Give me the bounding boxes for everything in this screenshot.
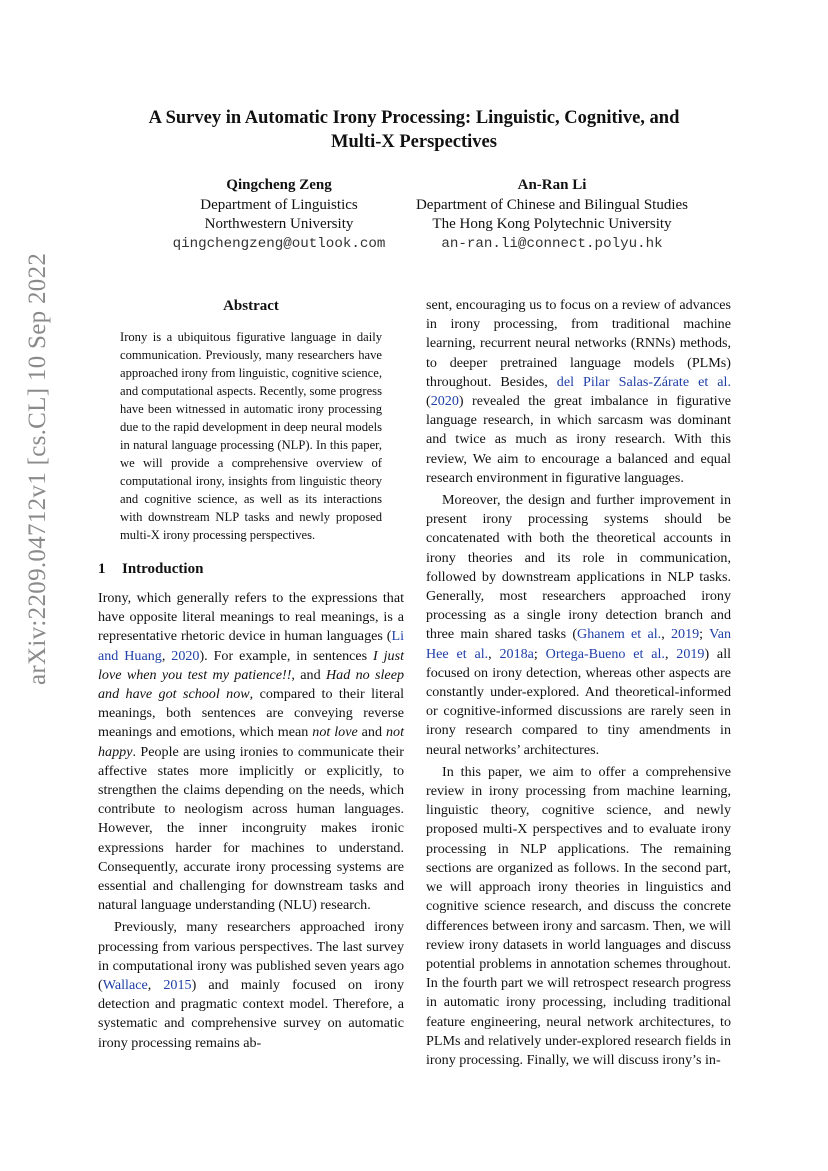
author-affiliation: Northwestern University — [204, 216, 354, 233]
citation-link[interactable]: 2019 — [670, 626, 700, 643]
intro-paragraph-2-continued: sent, encouraging us to focus on a review of advances in irony processing, from traditional machine learning, recurrent neural networks (RNNs) methods, to deeper pretrained language models (PLMs) throughout. Besides, del Pilar Salas-Zárate et al. (2020) revealed the great imbalance in figurative language research, in which sarcasm was dominant and twice as much as irony research. With this review, We aim to encourage a balanced and equal research environment in figurative languages. — [426, 297, 731, 486]
author-department: Department of Chinese and Bilingual Studies — [415, 196, 689, 213]
citation-link[interactable]: Ghanem et al. — [577, 626, 662, 643]
author-affiliation: The Hong Kong Polytechnic University — [432, 216, 672, 233]
abstract-heading: Abstract — [223, 298, 279, 314]
title-line-2: Multi-X Perspectives — [331, 132, 497, 152]
section-number: 1 — [98, 561, 106, 577]
citation-link[interactable]: 2015 — [163, 977, 192, 994]
title-line-1: A Survey in Automatic Irony Processing: Linguistic, Cognitive, and — [148, 108, 680, 128]
author-name: Qingcheng Zeng — [226, 177, 332, 193]
citation-link[interactable]: Wallace — [102, 977, 148, 994]
citation-link[interactable]: 2018a — [499, 645, 534, 662]
paper-title — [95, 106, 733, 154]
author-email[interactable]: qingchengzeng@outlook.com — [172, 236, 386, 253]
right-column — [426, 296, 731, 1070]
intro-paragraph-1: Irony, which generally refers to the expressions that have opposite literal meanings to real meanings, is a representative rhetoric device in human languages (Li and Huang, 2020). For example, in sentences I just love when you test my patience!!, and Had no sleep and have got school now, compared to their literal meanings, both sentences are conveying reverse meanings and emotions, which mean not love and not happy. People are using ironies to communicate their affective states more implicitly or explicitly, to strengthen the claims depending on the needs, which contribute to neologism across human languages. However, the inner incongruity makes ironic expressions harder for machines to understand. Consequently, accurate irony processing systems are essential and challenging for downstream tasks and natural language understanding (NLU) research. — [98, 590, 405, 914]
citation-link[interactable]: 2020 — [430, 393, 459, 410]
arxiv-identifier: arXiv:2209.04712v1 [cs.CL] 10 Sep 2022 — [24, 252, 51, 685]
citation-link[interactable]: 2019 — [676, 645, 705, 662]
author-name: An-Ran Li — [517, 177, 587, 193]
intro-paragraph-3: Moreover, the design and further improvement in present irony processing systems should be concatenated with both the theoretical accounts in irony theories and its role in communication, followed by downstream applications in NLP tasks. Generally, most researchers approached irony processing as a single irony detection branch and three main shared tasks (Ghanem et al., 2019; Van Hee et al., 2018a; Ortega-Bueno et al., 2019) all focused on irony detection, whereas other aspects are constantly under-explored. And theoretical-informed or cognitive-informed discussions are rarely seen in irony research compared to tiny amendments in neural networks’ architectures. — [426, 492, 732, 758]
author-email[interactable]: an-ran.li@connect.polyu.hk — [441, 236, 663, 253]
abstract-text: Irony is a ubiquitous figurative language in daily communication. Previously, many researchers have approached irony from linguistic, cognitive science, and computational aspects. Recently, some progress have been witnessed in automatic irony processing due to the rapid development in deep neural models in natural language processing (NLP). In this paper, we will provide a comprehensive overview of computational irony, insights from linguistic theory and cognitive science, as well as its interactions with downstream NLP tasks and newly proposed multi-X irony processing perspectives. — [120, 330, 382, 542]
intro-paragraph-4: In this paper, we aim to offer a comprehensive review in irony processing from machine learning, linguistic theory, cognitive science, and newly proposed multi-X perspectives and to evaluate irony processing in NLP applications. The remaining sections are organized as follows. In the second part, we will approach irony theories in linguistics and cognitive science research, and discuss the concrete differences between irony and sarcasm. Then, we will review irony datasets in world languages and discuss potential problems in annotation schemes throughout. In the fourth part we will retrospect research progress in automatic irony processing, including traditional feature engineering, neural network architectures, to PLMs and relatively under-explored research fields in irony processing. Finally, we will discuss irony’s in- — [426, 763, 731, 1068]
author-block-2 — [396, 176, 708, 255]
left-column — [98, 296, 404, 1053]
example-sentence: I just love when you test my patience!! — [98, 647, 404, 683]
citation-link[interactable]: Ortega-Bueno et al. — [545, 645, 665, 662]
author-department: Department of Linguistics — [200, 196, 358, 213]
citation-link[interactable]: del Pilar Salas-Zárate et al. — [556, 373, 731, 390]
author-block-1 — [148, 176, 410, 255]
citation-link[interactable]: 2020 — [171, 647, 200, 664]
citation-link[interactable]: Van Hee et al. — [426, 626, 731, 662]
citation-link[interactable]: Li and Huang — [98, 628, 404, 664]
section-title: Introduction — [122, 561, 204, 577]
section-heading-introduction — [98, 559, 404, 579]
example-sentence: Had no sleep and have got school now — [98, 666, 404, 703]
intro-paragraph-2: Previously, many researchers approached irony processing from various perspectives. The last survey in computational irony was published seven years ago (Wallace, 2015) and mainly focused on irony detection and pragmatic context model. Therefore, a systematic and comprehensive survey on automatic irony processing remains ab- — [98, 919, 404, 1051]
